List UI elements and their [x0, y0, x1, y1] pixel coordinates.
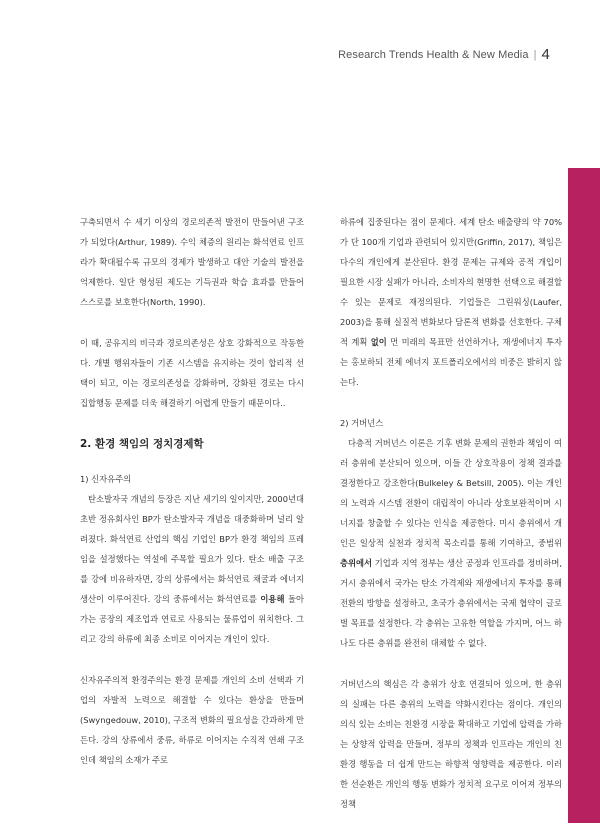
paragraph: 다층적 거버넌스 이론은 기후 변화 문제의 권한과 책임이 여러 층위에 분산되어 있으며, 이들 간 상호작용이 정책 결과를 결정한다고 강조한다(Bulkeley & Betsill, 2005). 이는 개인의 노력과 시스템 전환이 대립적이 아니라 상호보완적이며 시너지를 창출할 수 있다는 인식을 제공한다. 미시 층위에서 개인은 일상적 실천과 정치적 목소리를 통해 기여하고, 중범위 층위에서 기업과 지역 정부는 생산 공정과 인프라를 정비하며, 거시 층위에서 국가는 탄소 가격제와 재생에너지 투자를 통해 전환의 방향을 설정하고, 초국가 층위에서는 국제 협약이 글로벌 목표를 설정한다. 각 층위는 고유한 역할을 가지며, 어느 하나도 다른 층위를 완전히 대체할 수 없다.	[340, 438, 562, 648]
paragraph: 하류에 집중된다는 점이 문제다. 세계 탄소 배출량의 약 70%가 단 100개 기업과 관련되어 있지만(Griffin, 2017), 책임은 다수의 개인에게 분산된다. 환경 문제는 규제와 공적 개입이 필요한 시장 실패가 아니라, 소비자의 현명한 선택으로 해결할 수 있는 문제로 재정의된다. 기업들은 그린워싱(Laufer, 2003)을 통해 실질적 변화보다 담론적 변화를 선호한다. 구체적 계획 없이 먼 미래의 목표만 선언하거나, 재생에너지 투자는 홍보하되 전체 에너지 포트폴리오에서의 비중은 밝히지 않는다.	[340, 217, 562, 387]
emphasis-text: 없이	[370, 337, 387, 347]
emphasis-text: 층위에서	[340, 558, 373, 568]
journal-title: Research Trends Health & New Media	[338, 48, 529, 61]
right-column	[340, 212, 562, 814]
subsection-heading: 1) 신자유주의	[80, 474, 132, 484]
accent-bar	[568, 168, 600, 823]
running-header	[338, 46, 550, 63]
emphasis-text: 이용해	[260, 594, 285, 604]
paragraph: 이 때, 공유지의 비극과 경로의존성은 상호 강화적으로 작동한다. 개별 행위자들이 기존 시스템을 유지하는 것이 합리적 선택이 되고, 이는 경로의존성을 강화하며, 강화된 경로는 다시 집합행동 문제를 더욱 해결하기 어렵게 만들기 때문이다..	[80, 338, 304, 408]
paragraph: 탄소발자국 개념의 등장은 지난 세기의 일이지만, 2000년대 초반 정유회사인 BP가 탄소발자국 개념을 대중화하며 널리 알려졌다. 화석연료 산업의 핵심 기업인 BP가 환경 책임의 프레임을 설정했다는 역설에 주목할 필요가 있다. 탄소 배출 구조를 강에 비유하자면, 강의 상류에서는 화석연료 채굴과 에너지 생산이 이루어진다. 강의 중류에서는 화석연료를 이용해 돌아가는 공장의 제조업과 연료로 사용되는 물류업이 위치한다. 그리고 강의 하류에 최종 소비로 이어지는 개인이 있다.	[80, 494, 304, 644]
paragraph: 거버넌스의 핵심은 각 층위가 상호 연결되어 있으며, 한 층위의 실패는 다른 층위의 노력을 약화시킨다는 점이다. 개인의 의식 있는 소비는 친환경 시장을 확대하고 기업에 압력을 가하는 상향적 압력을 만들며, 정부의 정책과 인프라는 개인의 친환경 행동을 더 쉽게 만드는 하향적 영향력을 제공한다. 이러한 선순환은 개인의 행동 변화가 정치적 요구로 이어져 정부의 정책	[340, 679, 562, 809]
header-separator: |	[533, 48, 537, 61]
paragraph: 구축되면서 수 세기 이상의 경로의존적 발전이 만들어낸 구조가 되었다(Arthur, 1989). 수익 체증의 원리는 화석연료 인프라가 확대될수록 규모의 경제가 발생하고 대안 기술의 발전을 억제한다. 일단 형성된 제도는 기득권과 학습 효과를 만들어 스스로를 보호한다(North, 1990).	[80, 217, 304, 307]
page-number: 4	[541, 46, 550, 63]
section-heading: 2. 환경 책임의 정치경제학	[80, 438, 204, 450]
subsection-heading: 2) 거버넌스	[340, 418, 384, 428]
left-column	[80, 212, 304, 770]
paragraph: 신자유주의적 환경주의는 환경 문제를 개인의 소비 선택과 기업의 자발적 노력으로 해결할 수 있다는 환상을 만들며(Swyngedouw, 2010), 구조적 변화의 필요성을 간과하게 만든다. 강의 상류에서 중류, 하류로 이어지는 수직적 연쇄 구조인데 책임의 소재가 주로	[80, 675, 304, 765]
